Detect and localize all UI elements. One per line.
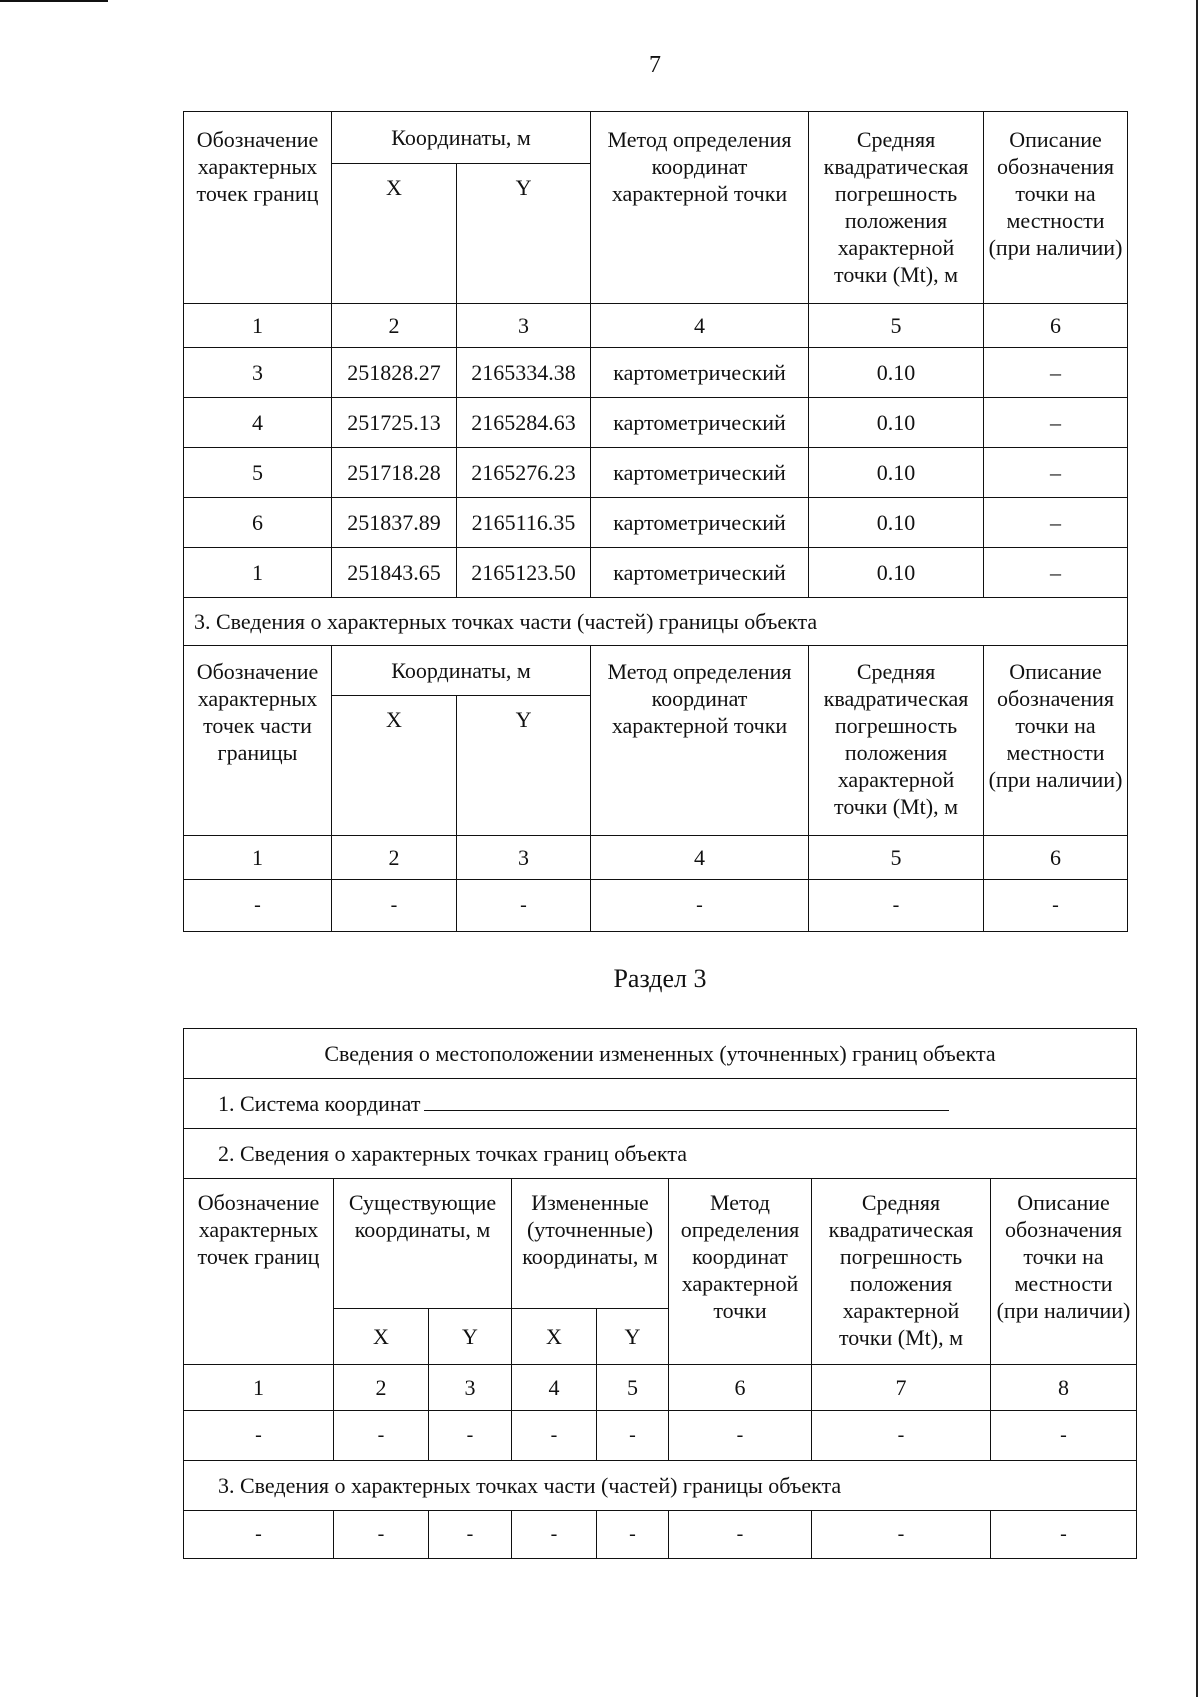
empty-cell: - xyxy=(184,1411,334,1461)
coord-y: 2165116.35 xyxy=(457,498,591,548)
coord-x: 251828.27 xyxy=(332,348,457,398)
column-number: 2 xyxy=(332,304,457,348)
description: – xyxy=(984,348,1128,398)
col-header-x: X xyxy=(332,164,457,304)
page-number: 7 xyxy=(649,52,661,78)
col-header-method: Метод определения координат характерной точки xyxy=(591,646,809,836)
column-number: 3 xyxy=(429,1365,512,1411)
changed-boundaries-table xyxy=(183,1028,1137,1559)
empty-cell: - xyxy=(809,880,984,932)
col-header-error: Средняя квадратическая погрешность положения характерной точки (Mt), м xyxy=(809,646,984,836)
column-number: 5 xyxy=(809,304,984,348)
column-number: 1 xyxy=(184,304,332,348)
section-title: Раздел 3 xyxy=(613,964,707,993)
column-number-row xyxy=(184,836,1128,880)
error-value: 0.10 xyxy=(809,498,984,548)
coord-system-row xyxy=(184,1079,1137,1129)
table-row xyxy=(184,498,1128,548)
empty-cell: - xyxy=(991,1411,1137,1461)
col-header-desc: Описание обозначения точки на местности (при наличии) xyxy=(991,1179,1137,1365)
table-row xyxy=(184,1511,1137,1559)
empty-cell: - xyxy=(184,1511,334,1559)
table-row xyxy=(184,1411,1137,1461)
col-header-x-existing: X xyxy=(334,1309,429,1365)
col-header-y: Y xyxy=(457,696,591,836)
boundary-points-table xyxy=(183,111,1128,932)
coord-x: 251843.65 xyxy=(332,548,457,598)
empty-cell: - xyxy=(429,1511,512,1559)
col-header-y-existing: Y xyxy=(429,1309,512,1365)
col-header-error: Средняя квадратическая погрешность положения характерной точки (Mt), м xyxy=(812,1179,991,1365)
table-title: Сведения о местоположении измененных (уточненных) границ объекта xyxy=(184,1029,1137,1079)
coord-system-label: 1. Система координат xyxy=(218,1091,421,1116)
empty-cell: - xyxy=(812,1411,991,1461)
column-number: 3 xyxy=(457,304,591,348)
point-id: 1 xyxy=(184,548,332,598)
empty-cell: - xyxy=(991,1511,1137,1559)
column-number: 4 xyxy=(512,1365,597,1411)
column-number: 6 xyxy=(669,1365,812,1411)
coord-y: 2165276.23 xyxy=(457,448,591,498)
empty-cell: - xyxy=(184,880,332,932)
column-number: 1 xyxy=(184,836,332,880)
col-header-coords: Координаты, м xyxy=(332,646,591,696)
column-number: 5 xyxy=(809,836,984,880)
method: картометрический xyxy=(591,398,809,448)
column-number: 5 xyxy=(597,1365,669,1411)
col-header-desc: Описание обозначения точки на местности (при наличии) xyxy=(984,646,1128,836)
empty-cell: - xyxy=(457,880,591,932)
empty-cell: - xyxy=(332,880,457,932)
col-header-existing: Существующие координаты, м xyxy=(334,1179,512,1309)
coord-x: 251725.13 xyxy=(332,398,457,448)
column-number: 4 xyxy=(591,836,809,880)
empty-cell: - xyxy=(984,880,1128,932)
column-number: 6 xyxy=(984,836,1128,880)
error-value: 0.10 xyxy=(809,548,984,598)
col-header-x-changed: X xyxy=(512,1309,597,1365)
empty-cell: - xyxy=(591,880,809,932)
empty-cell: - xyxy=(334,1411,429,1461)
description: – xyxy=(984,498,1128,548)
part-points-title: 3. Сведения о характерных точках части (частей) границы объекта xyxy=(184,598,1128,646)
method: картометрический xyxy=(591,348,809,398)
column-number: 4 xyxy=(591,304,809,348)
table-row xyxy=(184,398,1128,448)
col-header-coords: Координаты, м xyxy=(332,112,591,164)
scan-edge-line xyxy=(1196,0,1198,1697)
coord-x: 251837.89 xyxy=(332,498,457,548)
empty-cell: - xyxy=(334,1511,429,1559)
point-id: 5 xyxy=(184,448,332,498)
column-number: 7 xyxy=(812,1365,991,1411)
column-number-row xyxy=(184,1365,1137,1411)
coord-y: 2165123.50 xyxy=(457,548,591,598)
col-header-desc: Описание обозначения точки на местности (при наличии) xyxy=(984,112,1128,304)
part-points-title: 3. Сведения о характерных точках части (частей) границы объекта xyxy=(184,1461,1137,1511)
point-id: 6 xyxy=(184,498,332,548)
point-id: 4 xyxy=(184,398,332,448)
table-row xyxy=(184,548,1128,598)
column-number: 3 xyxy=(457,836,591,880)
coord-x: 251718.28 xyxy=(332,448,457,498)
empty-cell: - xyxy=(669,1411,812,1461)
points-title: 2. Сведения о характерных точках границ объекта xyxy=(184,1129,1137,1179)
empty-cell: - xyxy=(512,1511,597,1559)
coord-y: 2165284.63 xyxy=(457,398,591,448)
empty-cell: - xyxy=(812,1511,991,1559)
column-number: 1 xyxy=(184,1365,334,1411)
description: – xyxy=(984,448,1128,498)
col-header-y: Y xyxy=(457,164,591,304)
col-header-error: Средняя квадратическая погрешность положения характерной точки (Mt), м xyxy=(809,112,984,304)
empty-cell: - xyxy=(429,1411,512,1461)
description: – xyxy=(984,398,1128,448)
coord-system-blank xyxy=(424,1090,949,1111)
col-header-changed: Измененные (уточненные) координаты, м xyxy=(512,1179,669,1309)
table-row xyxy=(184,880,1128,932)
column-number: 8 xyxy=(991,1365,1137,1411)
error-value: 0.10 xyxy=(809,348,984,398)
empty-cell: - xyxy=(512,1411,597,1461)
col-header-point: Обозначение характерных точек границ xyxy=(184,1179,334,1365)
column-number: 2 xyxy=(332,836,457,880)
column-number-row xyxy=(184,304,1128,348)
coord-y: 2165334.38 xyxy=(457,348,591,398)
table-row xyxy=(184,448,1128,498)
method: картометрический xyxy=(591,448,809,498)
column-number: 6 xyxy=(984,304,1128,348)
col-header-y-changed: Y xyxy=(597,1309,669,1365)
empty-cell: - xyxy=(597,1411,669,1461)
col-header-point: Обозначение характерных точек границ xyxy=(184,112,332,304)
col-header-point: Обозначение характерных точек части границы xyxy=(184,646,332,836)
column-number: 2 xyxy=(334,1365,429,1411)
scan-corner-line xyxy=(0,0,108,2)
empty-cell: - xyxy=(597,1511,669,1559)
point-id: 3 xyxy=(184,348,332,398)
error-value: 0.10 xyxy=(809,448,984,498)
description: – xyxy=(984,548,1128,598)
method: картометрический xyxy=(591,498,809,548)
error-value: 0.10 xyxy=(809,398,984,448)
col-header-method: Метод определения координат характерной точки xyxy=(591,112,809,304)
method: картометрический xyxy=(591,548,809,598)
col-header-x: X xyxy=(332,696,457,836)
empty-cell: - xyxy=(669,1511,812,1559)
col-header-method: Метод определения координат характерной точки xyxy=(669,1179,812,1365)
table-row xyxy=(184,348,1128,398)
